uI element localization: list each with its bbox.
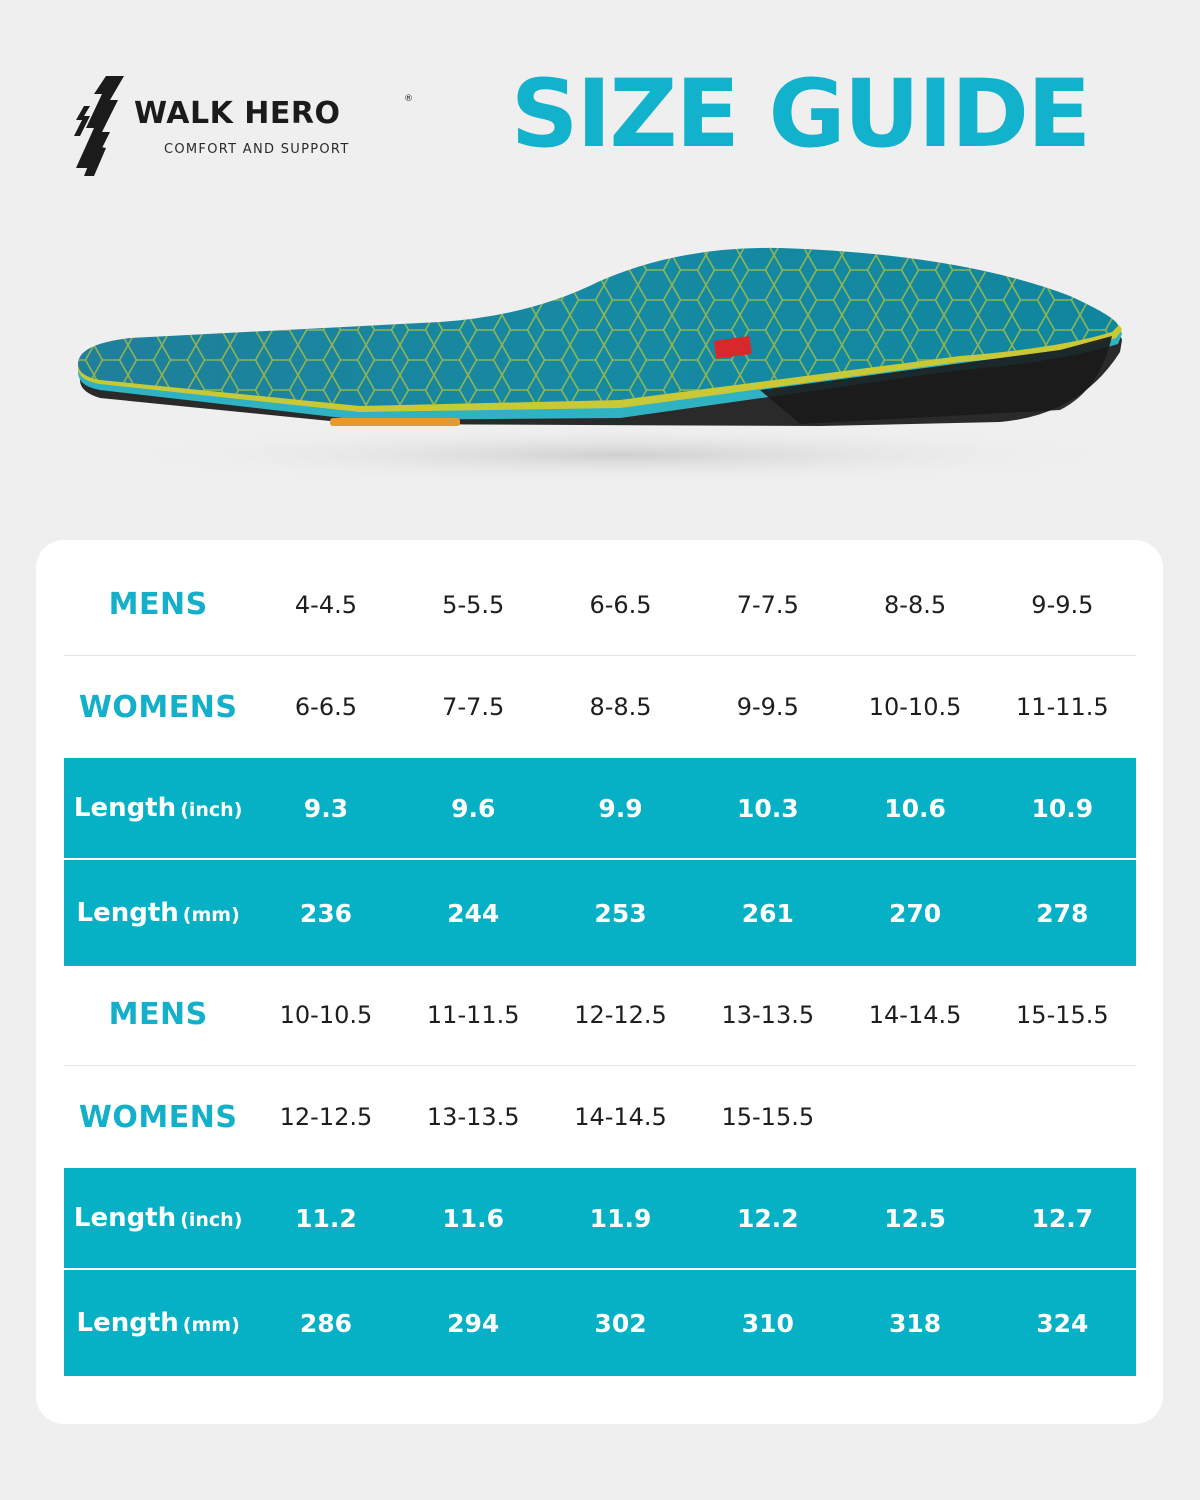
row-label: Length [76, 898, 179, 928]
table-cell: 12.7 [1031, 1203, 1094, 1233]
table-cell: 7-7.5 [442, 693, 505, 721]
table-cell: 236 [299, 898, 353, 928]
registered-mark: ® [404, 94, 413, 104]
walk-hero-logo-icon [72, 76, 132, 180]
table-cell: 310 [741, 1308, 794, 1338]
row-label: MENS [108, 997, 208, 1032]
table-cell: 11.9 [589, 1203, 652, 1233]
row-label: Length [76, 1308, 179, 1338]
row-unit: (inch) [180, 1209, 243, 1231]
table-cell: 14-14.5 [868, 1000, 962, 1029]
table-cell: 278 [1036, 898, 1089, 928]
heel-pad [330, 418, 460, 426]
table-cell: 10-10.5 [868, 693, 962, 721]
table-cell: 10.9 [1031, 793, 1094, 823]
row-label: WOMENS [78, 1099, 238, 1135]
table-cell: 5-5.5 [442, 590, 505, 619]
table-row [64, 656, 1136, 758]
brand-tagline: COMFORT AND SUPPORT [164, 142, 350, 157]
table-cell: 9-9.5 [736, 693, 799, 721]
table-cell: 324 [1036, 1308, 1089, 1338]
table-cell: 10-10.5 [279, 1000, 373, 1029]
row-label: Length [73, 793, 177, 823]
size-table-1 [64, 554, 1136, 966]
table-cell: 15-15.5 [1016, 1000, 1109, 1029]
table-cell: 12-12.5 [574, 1000, 667, 1029]
table-cell: 9.6 [451, 793, 496, 823]
row-unit: (mm) [182, 904, 240, 926]
table-cell: 9-9.5 [1031, 590, 1094, 619]
header [0, 0, 1200, 200]
table-cell: 261 [741, 898, 794, 928]
table-cell: 270 [888, 898, 942, 928]
table-cell: 253 [594, 898, 647, 928]
table-cell: 11-11.5 [426, 1000, 520, 1029]
table-row [64, 860, 1136, 966]
table-cell: 6-6.5 [294, 693, 357, 721]
row-unit: (mm) [182, 1314, 240, 1336]
table-cell: 10.6 [884, 793, 946, 823]
table-cell: 302 [594, 1308, 647, 1338]
table-cell: 12.5 [884, 1203, 946, 1233]
table-cell: 13-13.5 [721, 1000, 815, 1029]
row-label: Length [73, 1203, 177, 1233]
table-row [64, 1270, 1136, 1376]
table-cell: 11.6 [442, 1203, 505, 1233]
page-title: SIZE GUIDE [510, 60, 1090, 169]
table-cell: 15-15.5 [721, 1103, 815, 1131]
table-cell: 9.3 [303, 793, 349, 823]
table-cell: 14-14.5 [574, 1103, 667, 1131]
table-cell: 244 [447, 898, 500, 928]
table-row [64, 1168, 1136, 1270]
row-unit: (inch) [180, 799, 243, 821]
insole-shadow [100, 425, 1140, 485]
row-label: MENS [108, 587, 208, 622]
insole-image [60, 240, 1140, 520]
table-cell: 8-8.5 [884, 590, 947, 619]
table-cell: 12.2 [736, 1203, 799, 1233]
brand-name: WALK HERO [134, 96, 341, 131]
table-cell: 286 [299, 1308, 353, 1338]
table-cell: 12-12.5 [279, 1103, 373, 1131]
table-row [64, 758, 1136, 860]
table-cell: 294 [447, 1308, 500, 1338]
brand-logo [72, 72, 432, 182]
table-cell: 8-8.5 [589, 693, 652, 721]
table-cell: 11-11.5 [1016, 693, 1109, 721]
table-cell: 7-7.5 [736, 590, 799, 619]
size-table-2 [64, 964, 1136, 1376]
table-cell: 318 [888, 1308, 942, 1338]
table-row [64, 1066, 1136, 1168]
table-cell: 10.3 [736, 793, 799, 823]
table-row [64, 964, 1136, 1066]
table-cell: 11.2 [295, 1203, 357, 1233]
table-cell: 4-4.5 [294, 590, 357, 619]
size-chart-card [36, 540, 1163, 1424]
row-label: WOMENS [78, 689, 238, 725]
table-cell: 13-13.5 [426, 1103, 520, 1131]
table-cell: 6-6.5 [589, 590, 652, 619]
table-cell: 9.9 [598, 793, 643, 823]
table-row [64, 554, 1136, 656]
